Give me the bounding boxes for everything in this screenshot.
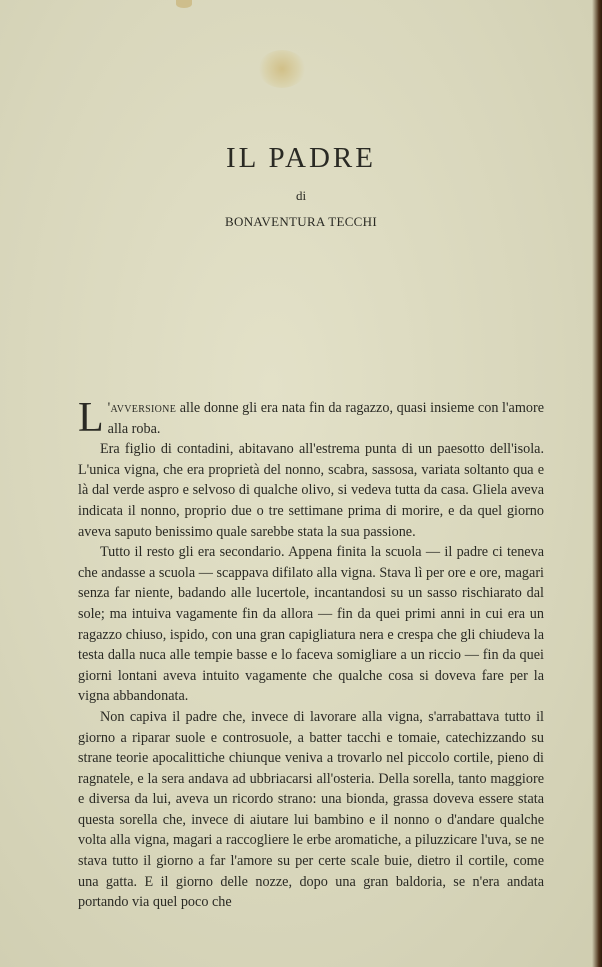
paragraph: Non capiva il padre che, invece di lavorare alla vigna, s'arrabattava tutto il giorno a riparar suole e controsuole, a batter tacchi e tomaie, catechizzando su strane teorie apocalittiche chiunque veniva a trovarlo nel piccolo cortile, pieno di ragnatele, e la sera andava ad ubbriacarsi all'osteria. Della sorella, tanto maggiore e diversa da lui, aveva un ricordo strano: una bionda, grassa doveva essere stata questa sorella che, invece di aiutare lui bambino e il nonno o d'andare qualche volta alla vigna, magari a raccogliere le erbe aromatiche, a piluzzicare l'uva, se ne stava tutto il giorno a far l'amore su per certe scale buie, dietro il cortile, come una gatta. E il giorno delle nozze, dopo una gran baldoria, se n'era andata portando via quel poco che [78,708,544,911]
byline-prefix: di [295,188,307,203]
small-caps-lead: 'avversione [107,400,177,416]
paragraph-text: alle donne gli era nata fin da ragazzo, quasi insieme con l'amore alla roba. [107,400,544,437]
paper-stain [258,50,306,88]
paragraph [78,395,544,441]
story-body [78,395,544,913]
paper-stain [176,0,192,8]
drop-cap: L [78,395,104,441]
paragraph: Tutto il resto gli era secondario. Appena finita la scuola — il padre ci teneva che andasse a scuola — scappava difilato alla vigna. Stava lì per ore e ore, magari senza far niente, badando alle lucertole, incantandosi su un sasso rischiarato dal sole; ma intuiva vagamente fin da allora — fin da quei primi anni in cui era un ragazzo chiuso, ispido, con una gran capigliatura nera e crespa che gli chiudeva la testa dalla nuca alle tempie basse e lo faceva somigliare a un riccio — fin da quei giorni lontani aveva intuito vagamente che qualche cosa si doveva fare per la vigna abbandonata. [78,544,544,705]
author-name: BONAVENTURA TECCHI [225,214,377,229]
story-title: IL PADRE [226,142,376,174]
paragraph: Era figlio di contadini, abitavano all'estrema punta di un paesotto dell'isola. L'unica vigna, che era proprietà del nonno, scabra, sassosa, variata soltanto qua e là dal verde aspro e selvoso di qualche olivo, si vedeva tutta da casa. Gliela aveva indicata il nonno, proprio due o tre settimane prima di morire, e da quel giorno aveva saputo benissimo quale sarebbe stata la sua passione. [78,441,544,540]
